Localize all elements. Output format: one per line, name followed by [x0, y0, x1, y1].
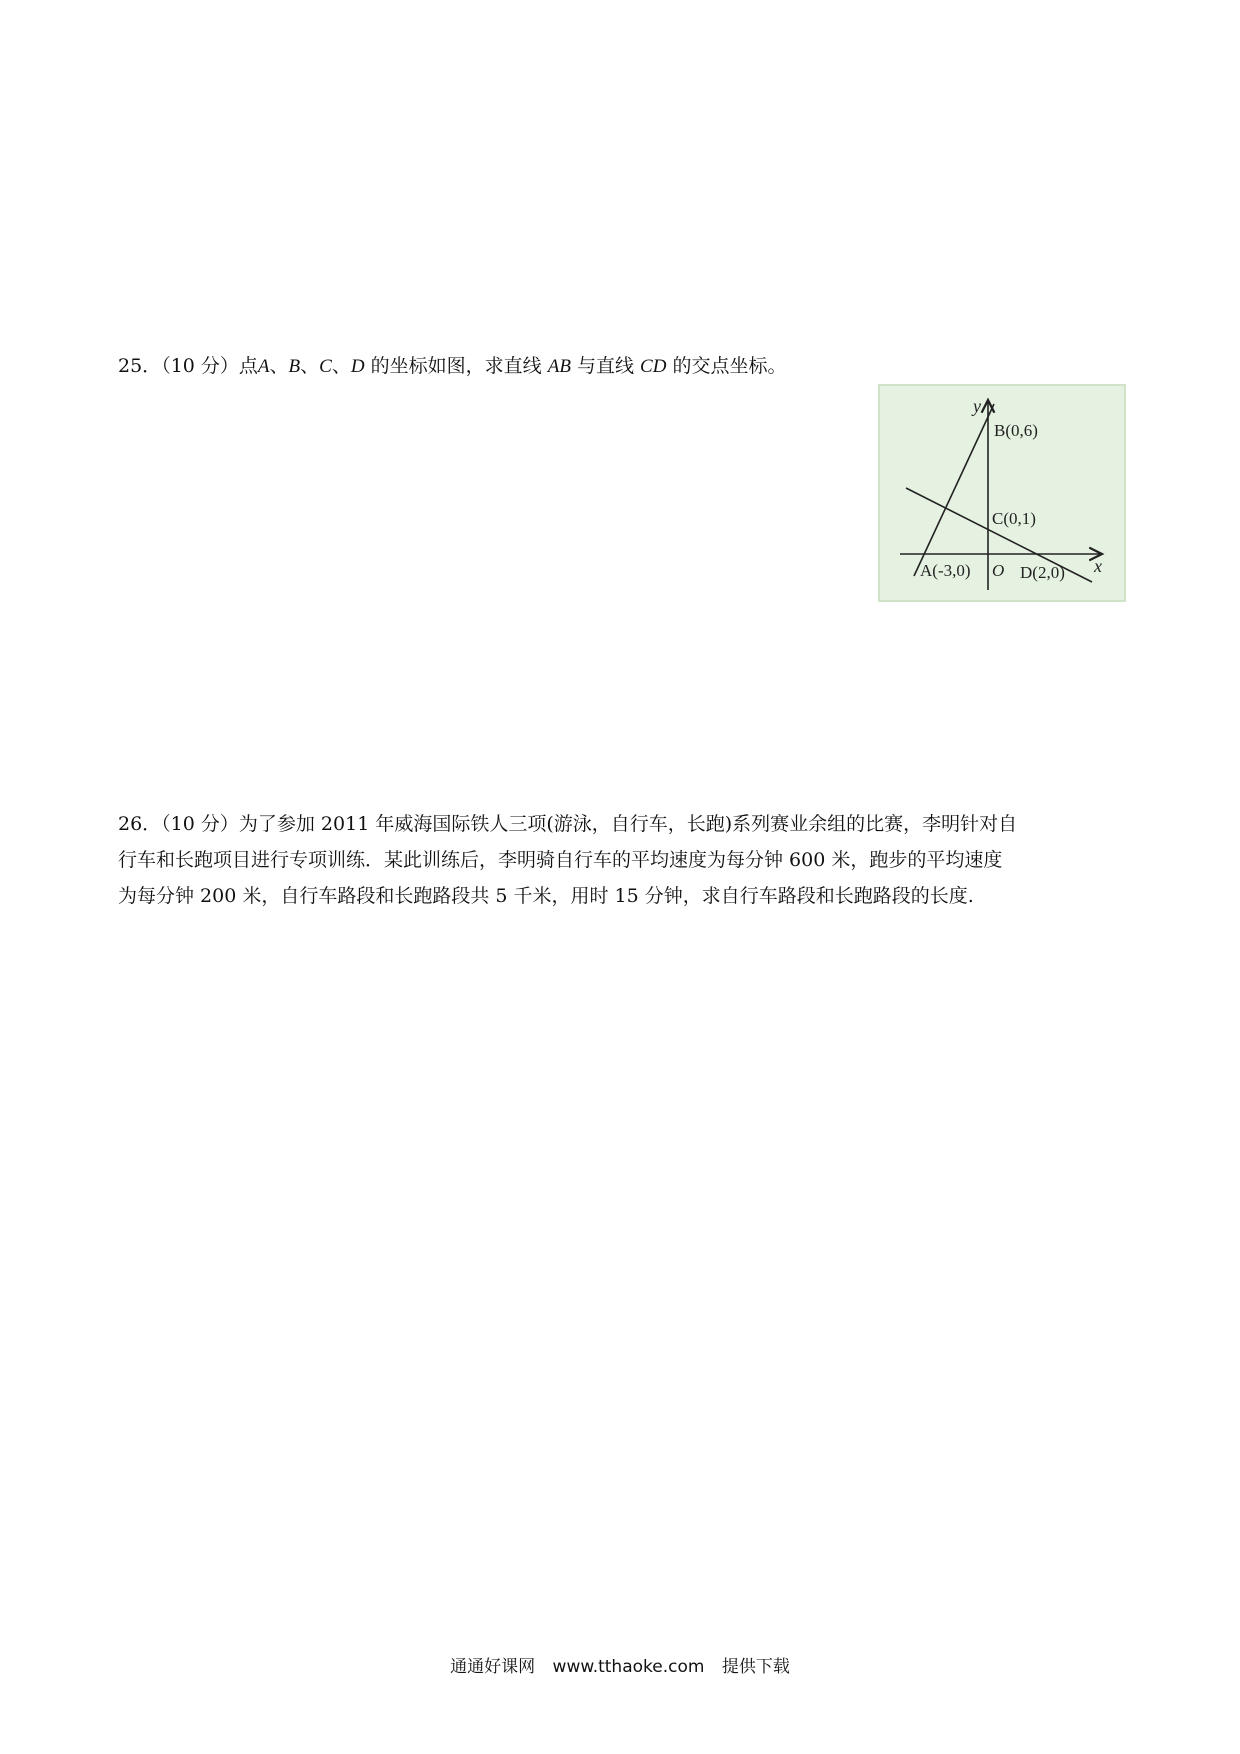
- question-26-line-1: 26．（10 分）为了参加 2011 年威海国际铁人三项(游泳，自行车，长跑)系列赛业余组的比赛，李明针对自: [118, 813, 1018, 835]
- point-a-label: A(-3,0): [920, 561, 971, 580]
- footer-url[interactable]: www.tthaoke.com: [552, 1657, 705, 1677]
- line-ab: AB: [547, 356, 571, 377]
- point-b: B: [288, 356, 301, 377]
- page-footer: [0, 1652, 1240, 1677]
- x-axis-label: x: [1094, 556, 1102, 576]
- line-ab-graphic: [914, 404, 994, 576]
- point-a: A: [257, 356, 270, 377]
- coordinate-diagram: [880, 386, 1124, 600]
- question-25-text: [118, 348, 1128, 385]
- question-26: [118, 806, 1128, 914]
- footer-site-name: 通通好课网: [450, 1657, 536, 1677]
- question-26-line-2: 行车和长跑项目进行专项训练．某此训练后，李明骑自行车的平均速度为每分钟 600 米，跑步的平均速度: [118, 849, 1003, 871]
- point-d-label: D(2,0): [1020, 563, 1065, 582]
- origin-label: O: [992, 561, 1005, 580]
- question-score: （10 分）: [161, 355, 239, 377]
- footer-note: 提供下载: [721, 1657, 790, 1677]
- q25-text-mid: 的坐标如图，求直线: [370, 355, 542, 377]
- question-number: 25．: [118, 355, 162, 377]
- point-c-label: C(0,1): [992, 509, 1036, 528]
- point-c: C: [319, 356, 332, 377]
- y-axis-label: y: [973, 396, 981, 416]
- point-d: D: [350, 356, 365, 377]
- separator: 、: [331, 355, 351, 377]
- q25-text-end: 的交点坐标。: [672, 355, 787, 377]
- q25-text-pre: 点: [238, 355, 258, 377]
- coordinate-figure: [878, 384, 1126, 602]
- separator: 、: [300, 355, 320, 377]
- line-cd: CD: [640, 356, 667, 377]
- point-b-label: B(0,6): [994, 421, 1038, 440]
- separator: 、: [269, 355, 289, 377]
- q25-text-and: 与直线: [576, 355, 634, 377]
- question-26-line-3: 为每分钟 200 米，自行车路段和长跑路段共 5 千米，用时 15 分钟，求自行车路段和长跑路段的长度.: [118, 885, 974, 907]
- question-25: [118, 348, 1128, 385]
